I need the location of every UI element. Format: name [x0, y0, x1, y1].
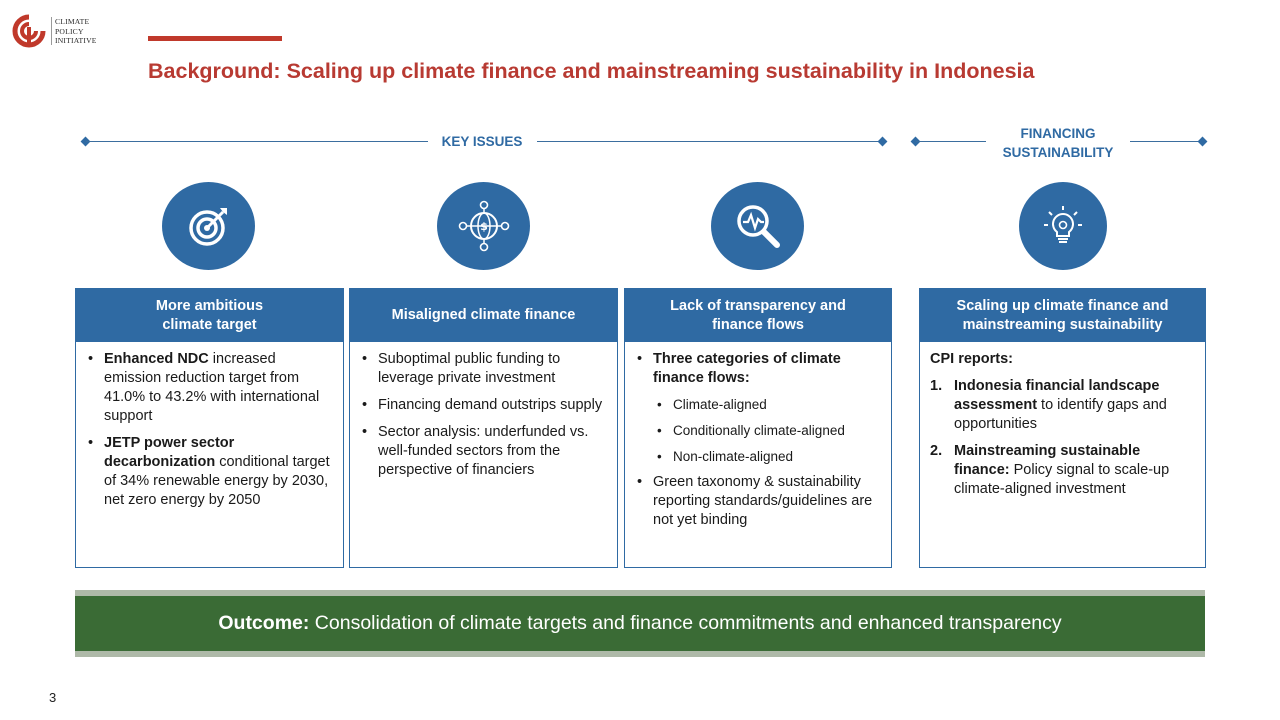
- card-4-item-1-number: 1.: [930, 378, 943, 394]
- financing-label-line-2: SUSTAINABILITY: [1002, 145, 1114, 160]
- card-3-sub-bullet-1: • Climate-aligned: [653, 395, 881, 414]
- icon-circle-4: [1019, 182, 1107, 270]
- target-icon: [187, 204, 231, 248]
- lightbulb-icon: [1041, 204, 1085, 248]
- logo-line-3: INITIATIVE: [55, 36, 97, 45]
- card-2-bullet-1: • Suboptimal public funding to leverage private investment: [360, 350, 607, 388]
- card-4-item-1: [930, 377, 1195, 434]
- card-3-header: [625, 289, 891, 342]
- card-2-bullet-2: • Financing demand outstrips supply: [360, 396, 607, 415]
- card-4-item-2-text: Policy signal to scale-up climate-aligned investment: [954, 462, 1170, 497]
- logo-line-2: POLICY: [55, 26, 84, 36]
- card-3-header-line-2: finance flows: [712, 316, 804, 333]
- card-4-header-line-2: mainstreaming sustainability: [962, 316, 1163, 333]
- card-1-bullet-1-text: increased emission reduction target from 41.0% to 43.2% with international support: [104, 351, 320, 424]
- card-3-bullet-2: • Green taxonomy & sustainability reporting standards/guidelines are not yet binding: [635, 473, 881, 530]
- card-2-body: [350, 342, 617, 480]
- card-4-header: [920, 289, 1205, 342]
- title-accent-bar: [148, 36, 282, 41]
- card-3-sub-bullet-2: • Conditionally climate-aligned: [653, 421, 881, 440]
- divider-line-left: [86, 141, 428, 142]
- card-misaligned-finance: [349, 288, 618, 568]
- card-3-bullet-1-bold: Three categories of climate finance flows:: [653, 351, 841, 386]
- divider-line-right-2: [1130, 141, 1202, 142]
- icon-circle-3: [711, 182, 804, 270]
- globe-finance-icon: [458, 200, 510, 252]
- card-lack-transparency: [624, 288, 892, 568]
- cpi-logo: [11, 13, 111, 49]
- magnifier-chart-icon: [734, 202, 782, 250]
- card-1-header-line-1: More ambitious: [155, 297, 264, 314]
- outcome-text: Consolidation of climate targets and finance commitments and enhanced transparency: [309, 612, 1062, 634]
- card-4-body: [920, 342, 1205, 499]
- card-2-header: Misaligned climate finance: [350, 289, 617, 342]
- card-1-bullet-1-bold: Enhanced NDC: [104, 351, 209, 367]
- card-1-header: [76, 289, 343, 342]
- card-3-body: [625, 342, 891, 530]
- icon-circle-1: [162, 182, 255, 270]
- card-2-bullet-3: • Sector analysis: underfunded vs. well-funded sectors from the perspective of financiers: [360, 423, 607, 480]
- card-4-item-1-bold: Indonesia financial landscape assessment: [954, 378, 1160, 413]
- icon-circle-2: [437, 182, 530, 270]
- card-1-header-line-2: climate target: [162, 316, 257, 333]
- card-4-item-2-number: 2.: [930, 443, 943, 459]
- card-4-item-2-bold: Mainstreaming sustainable finance:: [954, 443, 1141, 478]
- logo-line-1: CLIMATE: [55, 17, 90, 26]
- card-1-bullet-2-bold: JETP power sector decarbonization: [104, 435, 235, 470]
- outcome-label: Outcome:: [218, 612, 310, 634]
- card-4-header-line-1: Scaling up climate finance and: [956, 297, 1169, 314]
- card-3-header-line-1: Lack of transparency and: [670, 297, 846, 314]
- key-issues-label: KEY ISSUES: [441, 134, 523, 149]
- divider-line-mid: [537, 141, 883, 142]
- card-financing-sustainability: [919, 288, 1206, 568]
- financing-label-line-1: FINANCING: [1020, 126, 1096, 141]
- logo-text: [55, 17, 97, 46]
- card-4-item-1-text: to identify gaps and opportunities: [954, 397, 1167, 432]
- card-4-intro: CPI reports:: [930, 351, 1013, 367]
- card-1-bullet-1: [86, 350, 333, 426]
- page-title: Background: Scaling up climate finance and mainstreaming sustainability in Indonesia: [148, 59, 1035, 83]
- divider-diamond-mid: [878, 137, 888, 147]
- card-3-bullet-1: [635, 350, 881, 466]
- outcome-banner: [75, 596, 1205, 651]
- financing-sustainability-label: [988, 124, 1128, 162]
- card-3-sub-bullet-3: • Non-climate-aligned: [653, 447, 881, 466]
- card-1-bullet-2: [86, 434, 333, 510]
- page-number: 3: [49, 690, 57, 705]
- svg-text:$: $: [479, 220, 488, 233]
- divider-diamond-right-end: [1198, 137, 1208, 147]
- cpi-logo-icon: [11, 13, 47, 49]
- card-1-body: [76, 342, 343, 510]
- logo-separator: [51, 17, 52, 45]
- divider-line-right-1: [916, 141, 986, 142]
- card-ambitious-target: [75, 288, 344, 568]
- card-4-item-2: [930, 442, 1195, 499]
- card-1-bullet-2-text: conditional target of 34% renewable energy by 2030, net zero energy by 2050: [104, 454, 330, 508]
